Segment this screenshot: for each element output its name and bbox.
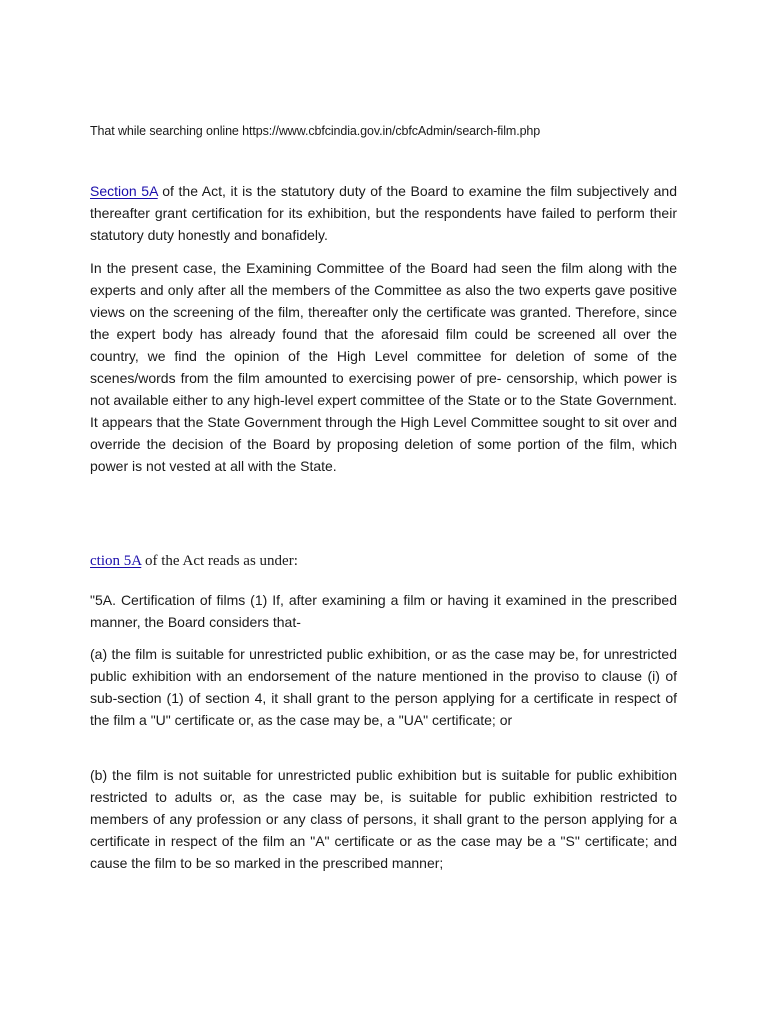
paragraph-1-text: of the Act, it is the statutory duty of the Board to examine the film subjectively and thereafter grant certification for its exhibition, but the respondents have failed to perform their statutory duty honestly and bonafidely.: [90, 183, 678, 243]
section-5a-heading-link[interactable]: ction 5A: [90, 553, 142, 569]
paragraph-clause-b: (b) the film is not suitable for unrestricted public exhibition but is suitable for public exhibition restricted to adults or, as the case may be, is suitable for public exhibition restricted to members of any profession or any class of persons, it shall grant to the person applying for a certificate in respect of the film an "A" certificate or as the case may be a "S" certificate; and cause the film to be so marked in the prescribed manner;: [90, 767, 677, 871]
intro-line: [90, 122, 540, 140]
paragraph-section-5a-duty: [90, 180, 677, 246]
intro-text: That while searching online https://www.cbfcindia.gov.in/cbfcAdmin/search-film.php: [90, 124, 541, 138]
paragraph-certification-intro: "5A. Certification of films (1) If, after examining a film or having it examined in the prescribed manner, the Board considers that-: [90, 592, 677, 630]
section-heading: [90, 550, 298, 572]
section-heading-text: of the Act reads as under:: [141, 553, 298, 569]
section-5a-link[interactable]: Section 5A: [90, 183, 158, 199]
paragraph-present-case: In the present case, the Examining Committee of the Board had seen the film along with the experts and only after all the members of the Committee as also the two experts gave positive views on the screening of the film, thereafter only the certificate was granted. Therefore, since the expert body has already found that the aforesaid film could be screened all over the country, we find the opinion of the High Level committee for deletion of some of the scenes/words from the film amounted to exercising power of pre- censorship, which power is not available either to any high-level expert committee of the State or to the State Government. It appears that the State Government through the High Level Committee sought to sit over and override the decision of the Board by proposing deletion of some portion of the film, which power is not vested at all with the State.: [90, 260, 677, 474]
paragraph-clause-a: (a) the film is suitable for unrestricted public exhibition, or as the case may be, for unrestricted public exhibition with an endorsement of the nature mentioned in the proviso to clause (i) of sub-section (1) of section 4, it shall grant to the person applying for a certificate in respect of the film a "U" certificate or, as the case may be, a "UA" certificate; or: [90, 646, 677, 728]
